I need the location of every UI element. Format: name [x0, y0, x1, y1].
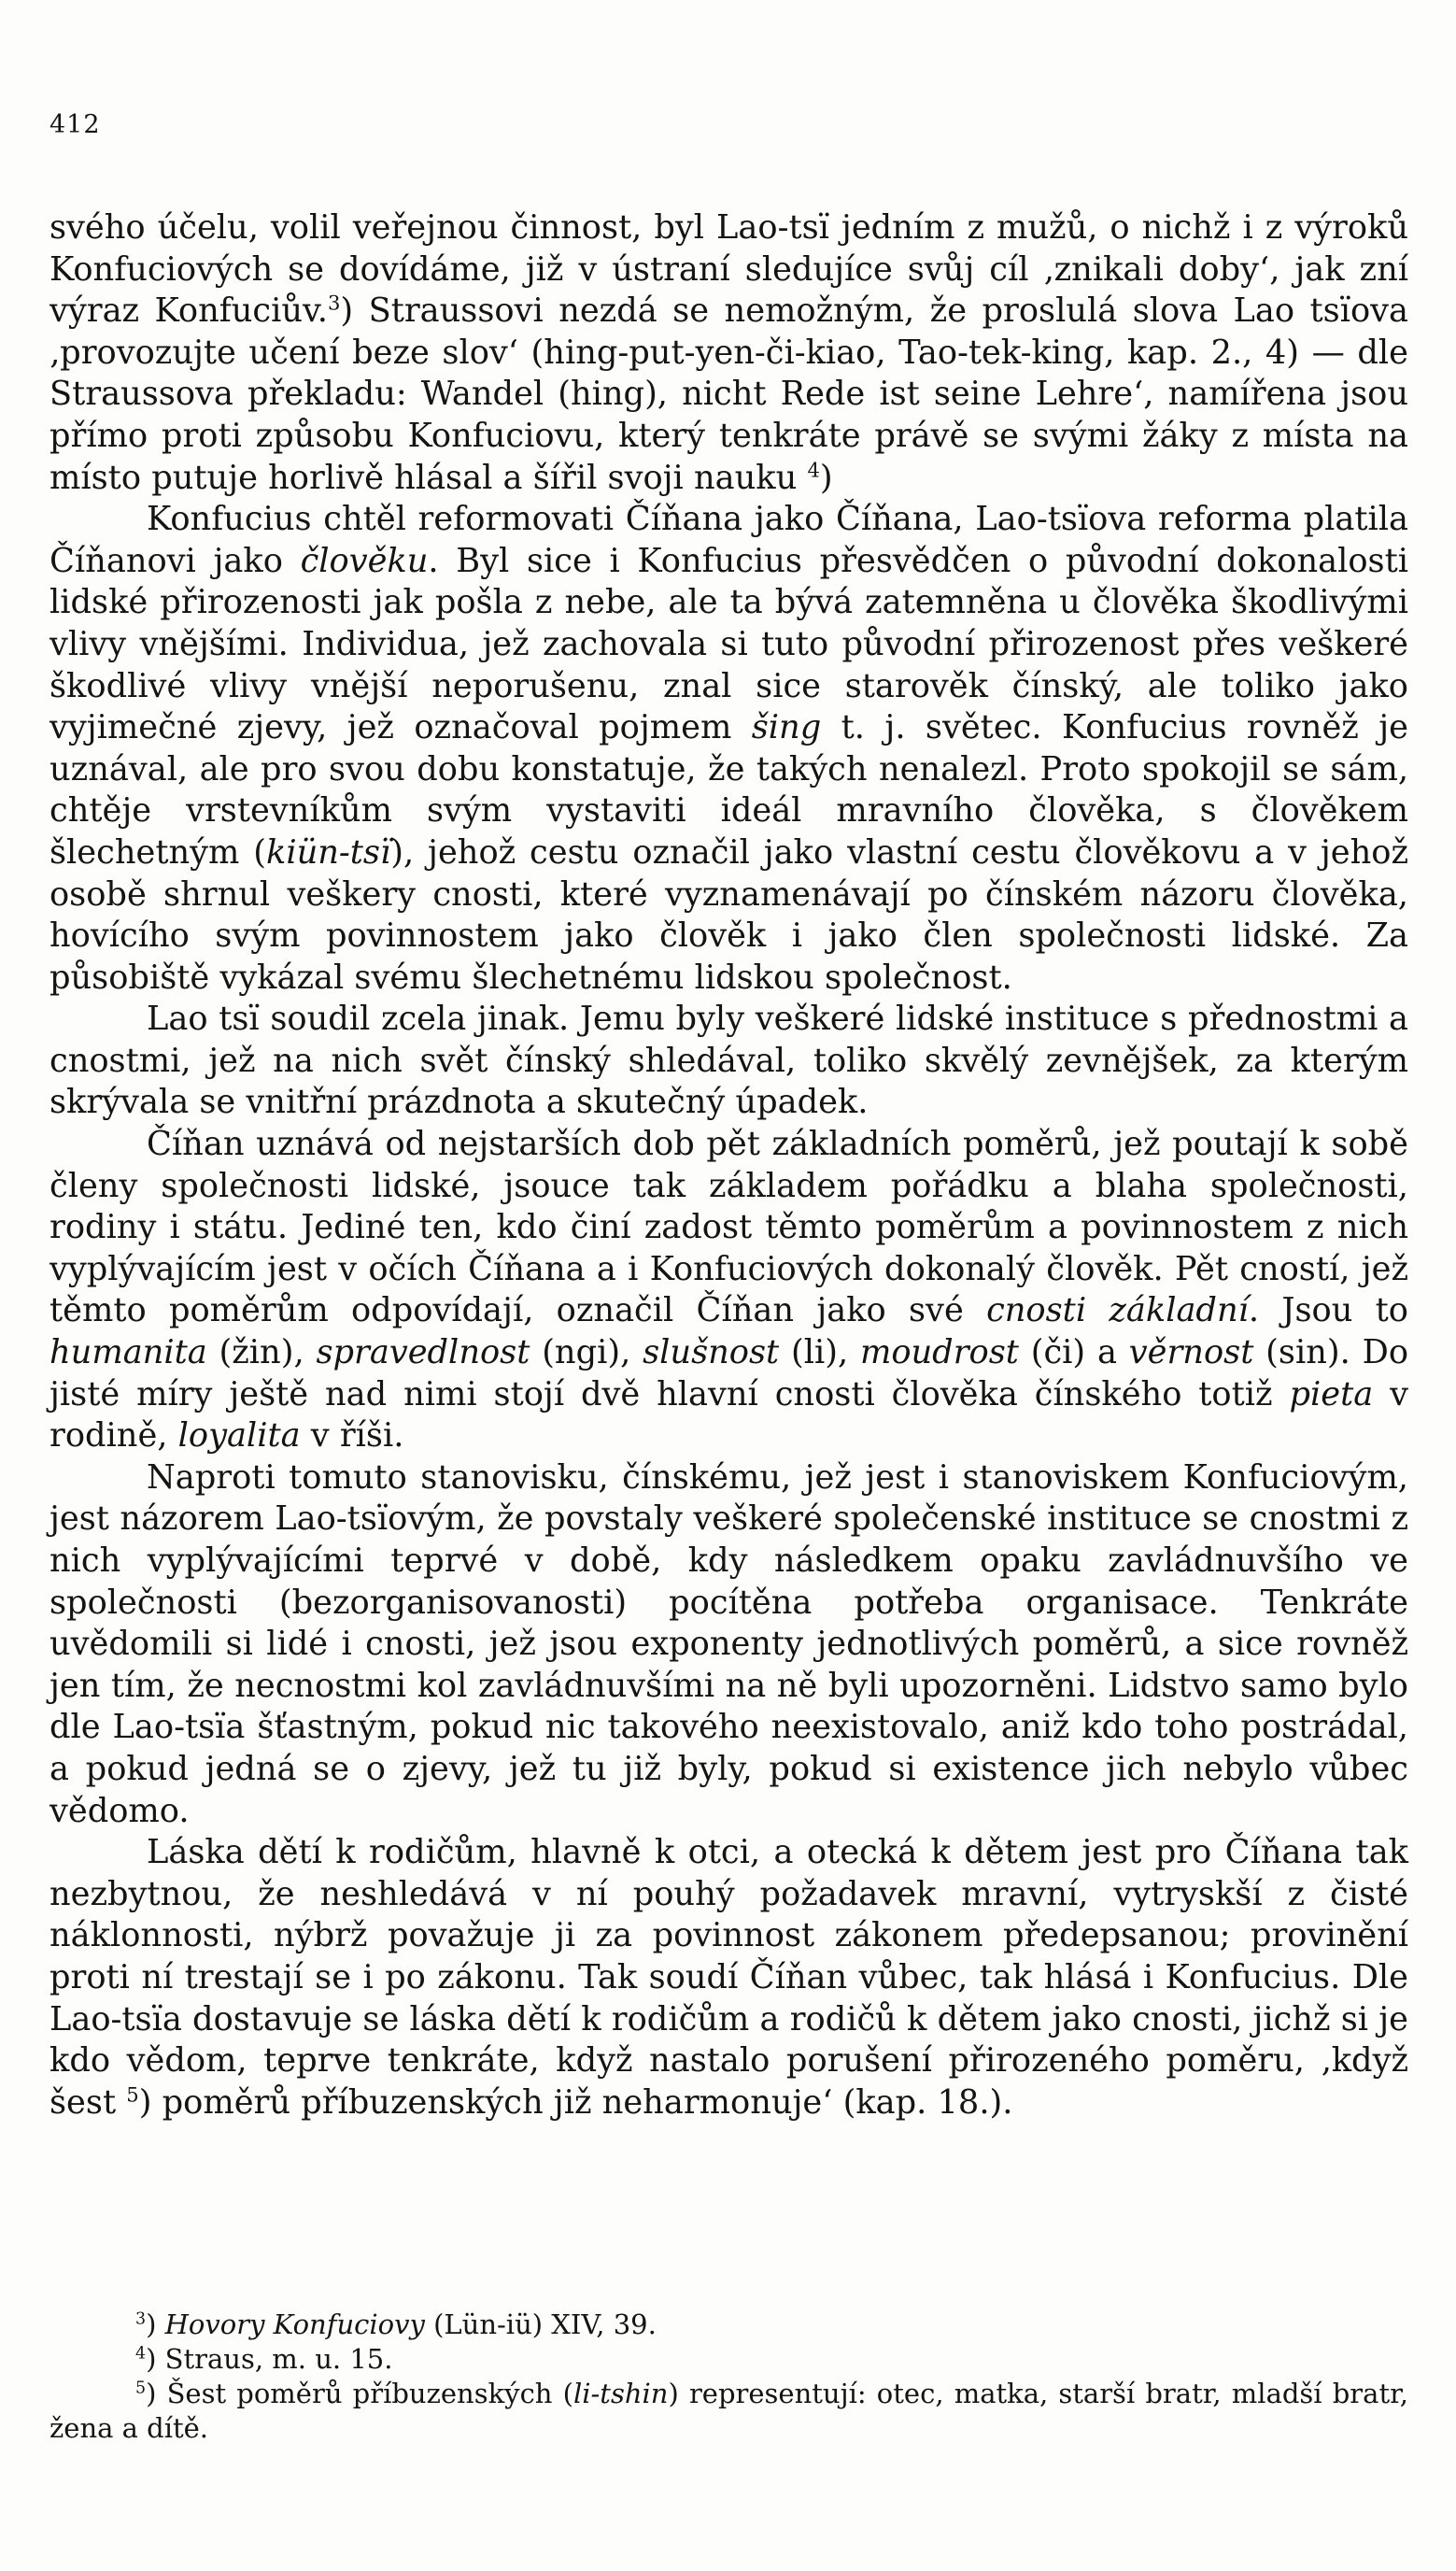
- paragraph-2-text-b: . Byl sice i Konfucius přesvědčen o původní dokonalosti lidské přirozenosti jak pošla z nebe, ale ta bývá zatemněna u člověka škodlivými vlivy vnějšími. Individua, jež zachovala si tuto původní přirozenost přes veškeré škodlivé vlivy vnější neporušenu, znal sice starověk čínský, ale toliko jako vyjimečné zjevy, jež označoval pojmem: [49, 541, 1408, 747]
- paragraph-2-italic-c: kiün-tsï: [266, 832, 391, 872]
- paragraph-2-text-c: t. j. světec. Konfucius rovněž je uznával, ale pro svou dobu konstatuje, že takých nenalezl. Proto spokojil se sám, chtěje vrstevníkům svým vystaviti ideál mravního člověka, s člověkem šlechetným (: [49, 708, 1408, 872]
- paragraph-1: [49, 207, 1408, 499]
- paragraph-6-text-cont: ) poměrů příbuzenských již neharmonuje‘ (kap. 18.).: [138, 2082, 1013, 2122]
- footnote-3-mark: 3: [135, 2309, 147, 2329]
- paragraph-6-text: Láska dětí k rodičům, hlavně k otci, a otecká k dětem jest pro Číňana tak nezbytnou, že neshledává v ní pouhý požadavek mravní, vytryskší z čisté náklonnosti, nýbrž považuje ji za povinnost zákonem předepsanou; provinění proti ní trestají se i po zákonu. Tak soudí Číňan vůbec, tak hlásá i Konfucius. Dle Lao-tsïa dostavuje se láska dětí k rodičům a rodičů k dětem jako cnosti, jichž si je kdo vědom, teprve tenkráte, když nastalo porušení přirozeného poměru, ‚když šest: [49, 1833, 1408, 2122]
- footnote-5-italic: li-tshin: [573, 2378, 669, 2409]
- paragraph-4-italic-f: věrnost: [1128, 1333, 1254, 1372]
- paragraph-4-italic-a: cnosti základní: [986, 1291, 1249, 1330]
- paragraph-1-text: svého účelu, volil veřejnou činnost, byl Lao-tsï jedním z mužů, o nichž i z výroků Konfuciových se dovídáme, již v ústraní sledujíce svůj cíl ‚znikali doby‘, jak zní výraz Konfuciův.: [49, 208, 1408, 331]
- paragraph-4-text-a: Číňan uznává od nejstarších dob pět základních poměrů, jež poutají k sobě členy společnosti lidské, jsouce tak základem pořádku a blaha společnosti, rodiny i státu. Jediné ten, kdo činí zadost těmto poměrům a povinnostem z nich vyplývajícím jest v očích Číňana a i Konfuciových dokonalý člověk. Pět cností, jež těmto poměrům odpovídají, označil Číňan jako své: [49, 1125, 1408, 1330]
- footnote-ref-4: 4: [807, 457, 820, 481]
- footnote-ref-5: 5: [126, 2081, 139, 2106]
- paragraph-4-italic-b: humanita: [49, 1333, 207, 1372]
- footnote-ref-3: 3: [327, 291, 341, 315]
- footnote-3-text: (Lün-iü) XIV, 39.: [424, 2308, 657, 2340]
- paragraph-4-text-i: v říši.: [300, 1416, 404, 1456]
- footnote-4-mark: 4: [135, 2344, 147, 2364]
- footnote-3: $^3$) Hovory Konfuciovy (Lün-iü) XIV, 39.: [135, 2308, 657, 2340]
- paragraph-4-text-f: (či) a: [1018, 1333, 1129, 1372]
- paragraph-1-text-cont: ) Straussovi nezdá se nemožným, že proslulá slova Lao tsïova ‚provozujte učení beze slov‘ (hing-put-yen-či-kiao, Tao-tek-king, kap. 2., 4) — dle Straussova překladu: Wandel (hing), nicht Rede ist seine Lehre‘, namířena jsou přímo proti způsobu Konfuciovu, který tenkráte právě se svými žáky z místa na místo putuje horlivě hlásal a šířil svoji nauku: [49, 291, 1408, 497]
- paragraph-5: Naproti tomuto stanovisku, čínskému, jež jest i stanoviskem Konfuciovým, jest názorem Lao-tsïovým, že povstaly veškeré společenské instituce se cnostmi z nich vyplývajícími teprvé v době, kdy následkem opaku zavládnuvšího ve společnosti (bezorganisovanosti) pocítěna potřeba organisace. Tenkráte uvědomili si lidé i cnosti, jež jsou exponenty jednotlivých poměrů, a sice rovněž jen tím, že necnostmi kol zavládnuvšími na ně byli upozorněni. Lidstvo samo bylo dle Lao-tsïa šťastným, pokud nic takového neexistovalo, aniž kdo toho postrádal, a pokud jedná se o zjevy, jež tu již byly, pokud si existence jich nebylo vůbec vědomo.: [49, 1457, 1408, 1830]
- paragraph-2-text-a: Konfucius chtěl reformovati Číňana jako Číňana, Lao-tsïova reforma platila Číňanovi jako: [49, 500, 1408, 580]
- paragraph-4-text-h: v rodině,: [49, 1374, 1408, 1456]
- paragraph-4-text-g: (sin). Do jisté míry ještě nad nimi stojí dvě hlavní cnosti člověka čínského totiž: [49, 1333, 1409, 1413]
- body-text: [49, 207, 1408, 2124]
- paragraph-2-italic-a: člověku: [300, 541, 429, 580]
- paragraph-4-text-c: (žin),: [206, 1333, 317, 1372]
- footnote-5-text-b: ) representují: otec, matka, starší bratr, mladší bratr, žena a dítě.: [49, 2378, 1408, 2444]
- footnote-3-title: Hovory Konfuciovy: [164, 2308, 425, 2340]
- paragraph-2-text-d: ), jehož cestu označil jako vlastní cestu člověkovu a v jehož osobě shrnul veškery cnosti, které vyznamenávají po čínském názoru člověka, hovícího svým povinnostem jako člověk i jako člen společnosti lidské. Za působiště vykázal svému šlechetnému lidskou společnost.: [49, 832, 1408, 997]
- footnote-4: $^4$) Straus, m. u. 15.: [135, 2343, 393, 2375]
- paragraph-2: [49, 499, 1408, 999]
- footnotes: [49, 2308, 1408, 2446]
- footnote-5-mark: 5: [135, 2379, 147, 2398]
- paragraph-4: [49, 1124, 1408, 1457]
- paragraph-4-italic-g: pieta: [1289, 1374, 1374, 1413]
- paragraph-6: [49, 1832, 1408, 2124]
- footnote-5-text-a: Šest poměrů příbuzenských (: [166, 2378, 573, 2409]
- paragraph-4-text-e: (li),: [779, 1333, 860, 1372]
- footnote-4-text: Straus, m. u. 15.: [164, 2343, 393, 2375]
- paragraph-2-italic-b: šing: [751, 708, 822, 747]
- paragraph-1-text-end: ): [819, 458, 833, 497]
- paragraph-4-italic-c: spravedlnost: [316, 1333, 530, 1372]
- paragraph-4-text-d: (ngi),: [530, 1333, 643, 1372]
- paragraph-4-text-b: . Jsou to: [1248, 1291, 1408, 1330]
- paragraph-3: Lao tsï soudil zcela jinak. Jemu byly veškeré lidské instituce s přednostmi a cnostmi, jež na nich svět čínský shledával, toliko skvělý zevnějšek, za kterým skrývala se vnitřní prázdnota a skutečný úpadek.: [49, 1000, 1408, 1122]
- paragraph-4-italic-h: loyalita: [177, 1416, 301, 1456]
- footnote-5: $^5$) Šest poměrů příbuzenských (li-tshin) representují: otec, matka, starší bratr, mladší bratr, žena a dítě.: [49, 2378, 1408, 2444]
- page-number: 412: [49, 110, 101, 139]
- paragraph-4-italic-d: slušnost: [643, 1333, 780, 1372]
- paragraph-4-italic-e: moudrost: [859, 1333, 1019, 1372]
